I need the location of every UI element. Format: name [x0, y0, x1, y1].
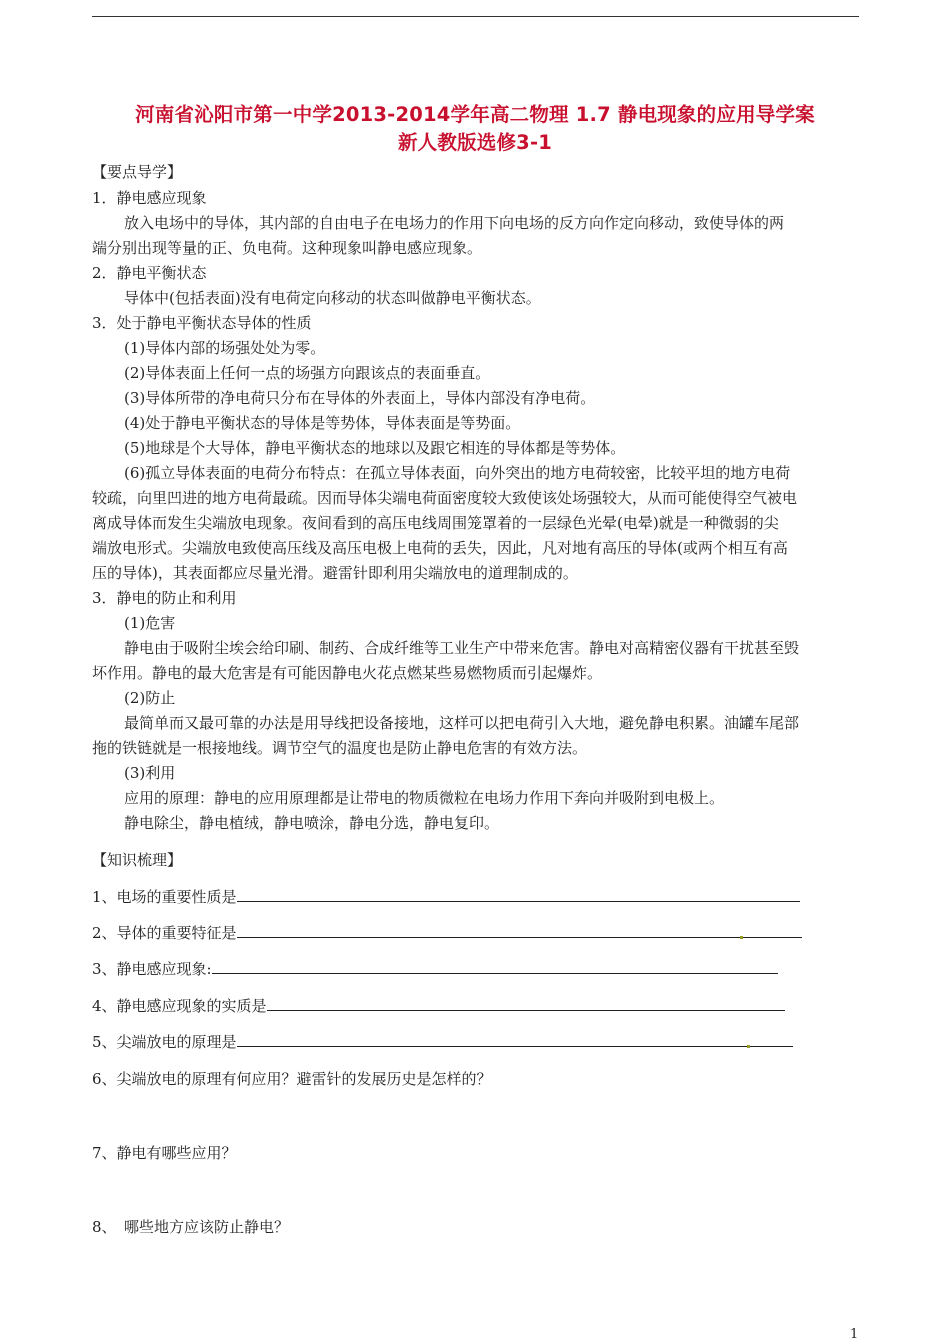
- question-7: 7、静电有哪些应用？: [92, 1144, 237, 1162]
- question-8: 8、 哪些地方应该防止静电？: [92, 1218, 290, 1236]
- paragraph-line: 端放电形式。尖端放电致使高压线及高压电极上电荷的丢失，因此，凡对地有高压的导体(或两个相互有高: [92, 539, 788, 557]
- page-number: 1: [850, 1327, 859, 1342]
- question-label: 3、静电感应现象:: [92, 960, 212, 978]
- question-label: 2、导体的重要特征是: [92, 924, 237, 942]
- paragraph-line: 坏作用。静电的最大危害是有可能因静电火花点燃某些易燃物质而引起爆炸。: [92, 664, 603, 682]
- paragraph-line: 应用的原理：静电的应用原理都是让带电的物质微粒在电场力作用下奔向并吸附到电极上。: [124, 789, 725, 807]
- sub-heading: (2)防止: [124, 689, 176, 707]
- question-2: [92, 923, 802, 943]
- question-label: 4、静电感应现象的实质是: [92, 997, 267, 1015]
- question-label: 1、电场的重要性质是: [92, 888, 237, 906]
- paragraph-line: 最简单而又最可靠的办法是用导线把设备接地，这样可以把电荷引入大地，避免静电积累。油罐车尾部: [124, 714, 800, 732]
- section-heading-key-points: 【要点导学】: [92, 163, 183, 181]
- question-1: [92, 887, 800, 907]
- list-item: (3)导体所带的净电荷只分布在导体的外表面上，导体内部没有净电荷。: [124, 389, 596, 407]
- list-item: (2)导体表面上任何一点的场强方向跟该点的表面垂直。: [124, 364, 491, 382]
- question-6: 6、尖端放电的原理有何应用？避雷针的发展历史是怎样的？: [92, 1070, 492, 1088]
- list-item: (5)地球是个大导体，静电平衡状态的地球以及跟它相连的导体都是等势体。: [124, 439, 626, 457]
- answer-blank[interactable]: [237, 1032, 793, 1047]
- paragraph-line: 压的导体)，其表面都应尽量光滑。避雷针即利用尖端放电的道理制成的。: [92, 564, 578, 582]
- speck-mark: [747, 1045, 750, 1048]
- question-5: [92, 1032, 793, 1052]
- document-title: 河南省沁阳市第一中学2013-2014学年高二物理 1.7 静电现象的应用导学案: [135, 103, 815, 126]
- document-subtitle: 新人教版选修3-1: [397, 131, 553, 154]
- list-item: (1)导体内部的场强处处为零。: [124, 339, 326, 357]
- heading-1: 1．静电感应现象: [92, 189, 207, 207]
- heading-3b: 3．静电的防止和利用: [92, 589, 237, 607]
- heading-3: 3．处于静电平衡状态导体的性质: [92, 314, 312, 332]
- paragraph-line: 静电由于吸附尘埃会给印刷、制药、合成纤维等工业生产中带来危害。静电对高精密仪器有干扰甚至毁: [124, 639, 800, 657]
- answer-blank[interactable]: [267, 996, 785, 1011]
- paragraph-line: 端分别出现等量的正、负电荷。这种现象叫静电感应现象。: [92, 239, 483, 257]
- answer-blank[interactable]: [237, 887, 800, 902]
- sub-heading: (3)利用: [124, 764, 176, 782]
- paragraph-line: 较疏，向里凹进的地方电荷最疏。因而导体尖端电荷面密度较大致使该处场强较大，从而可能使得空气被电: [92, 489, 798, 507]
- header-rule: [92, 16, 859, 17]
- paragraph-line: 导体中(包括表面)没有电荷定向移动的状态叫做静电平衡状态。: [124, 289, 541, 307]
- question-3: [92, 959, 778, 979]
- speck-mark: [740, 936, 743, 939]
- paragraph-line: 静电除尘，静电植绒，静电喷涂，静电分选，静电复印。: [124, 814, 500, 832]
- paragraph-line: 拖的铁链就是一根接地线。调节空气的温度也是防止静电危害的有效方法。: [92, 739, 588, 757]
- list-item: (4)处于静电平衡状态的导体是等势体，导体表面是等势面。: [124, 414, 521, 432]
- question-label: 5、尖端放电的原理是: [92, 1033, 237, 1051]
- heading-2: 2．静电平衡状态: [92, 264, 207, 282]
- paragraph-line: 放入电场中的导体，其内部的自由电子在电场力的作用下向电场的反方向作定向移动，致使导体的两: [124, 214, 785, 232]
- sub-heading: (1)危害: [124, 614, 176, 632]
- list-item: (6)孤立导体表面的电荷分布特点：在孤立导体表面，向外突出的地方电荷较密，比较平坦的地方电荷: [124, 464, 791, 482]
- answer-blank[interactable]: [212, 959, 778, 974]
- section-heading-knowledge: 【知识梳理】: [92, 851, 183, 869]
- question-4: [92, 996, 785, 1016]
- answer-blank[interactable]: [237, 923, 802, 938]
- paragraph-line: 离成导体而发生尖端放电现象。夜间看到的高压电线周围笼罩着的一层绿色光晕(电晕)就是一种微弱的尖: [92, 514, 779, 532]
